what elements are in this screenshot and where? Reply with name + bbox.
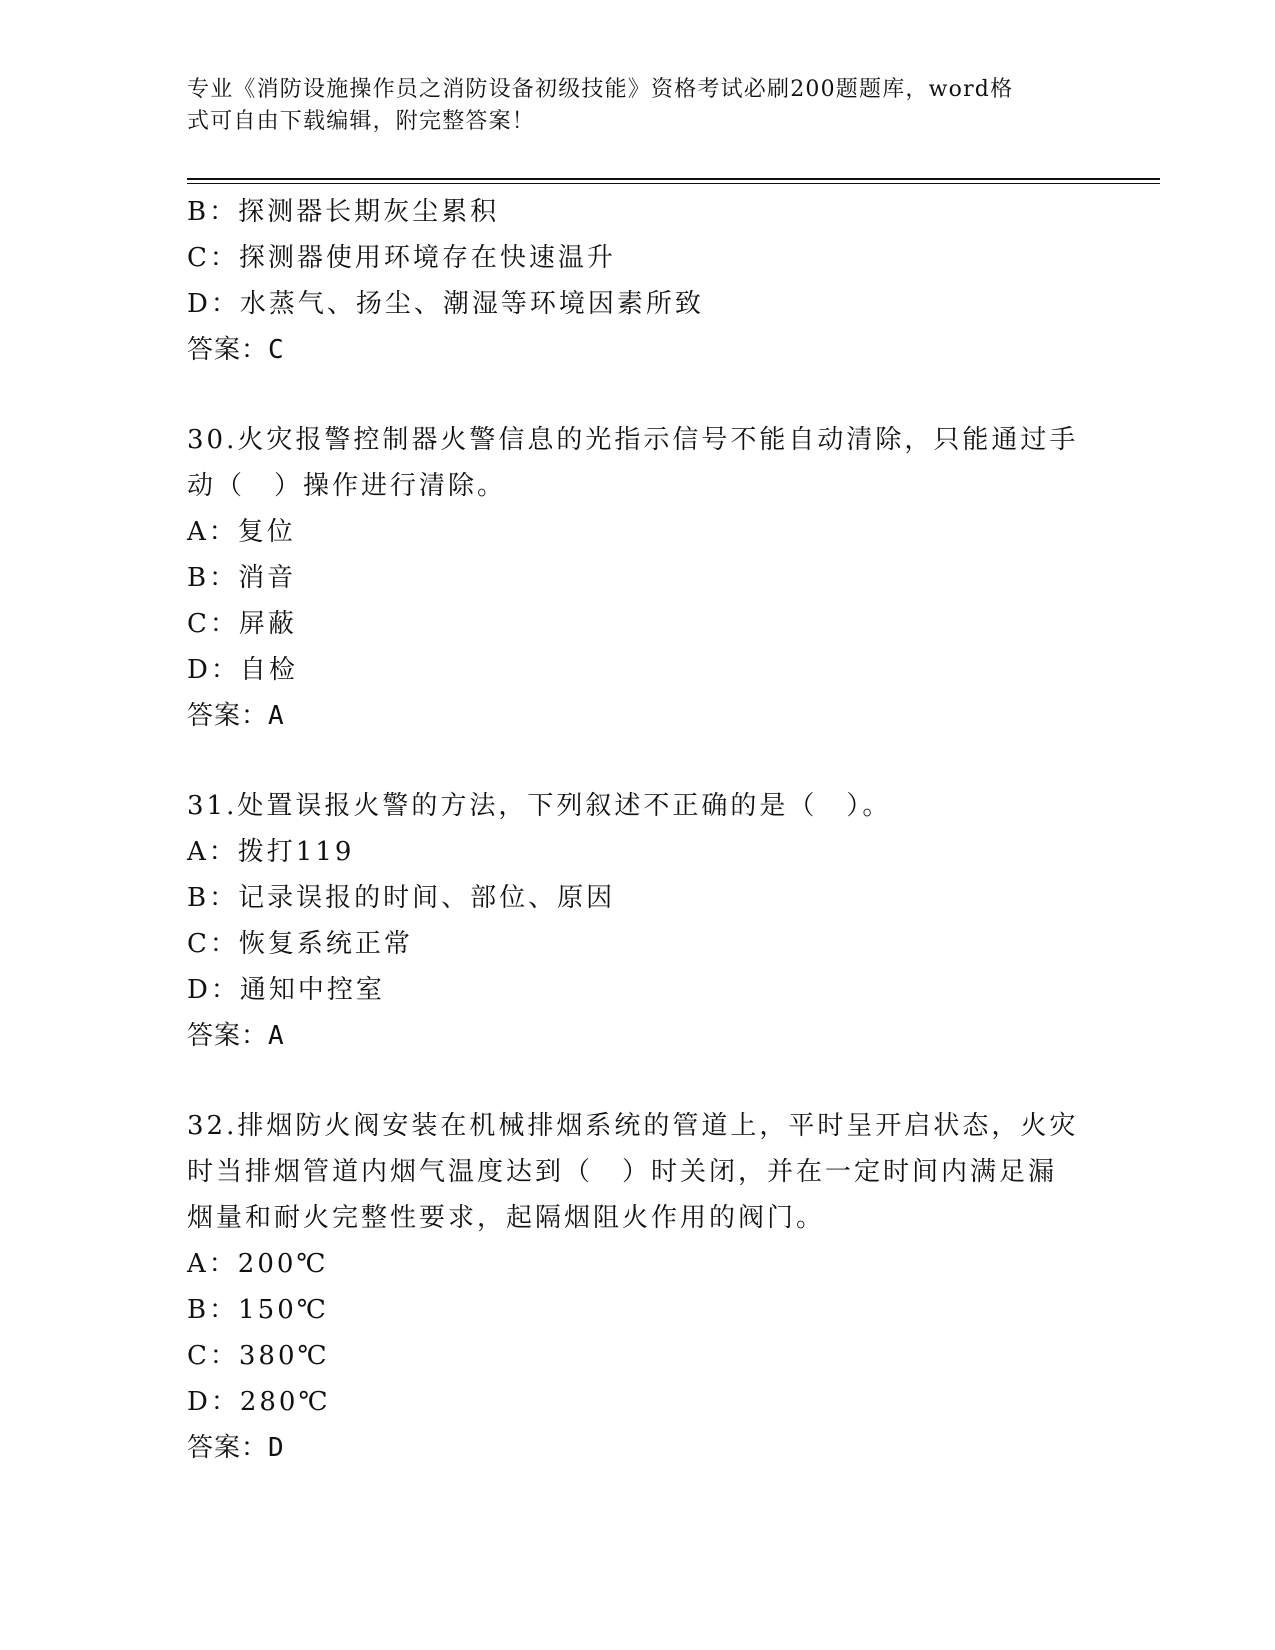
question-stem-line: 动（ ）操作进行清除。 xyxy=(187,471,507,501)
option-b: B：消音 xyxy=(187,563,297,593)
option-d: D：280℃ xyxy=(187,1387,331,1417)
answer-line xyxy=(187,693,1087,739)
answer-line xyxy=(187,1013,1087,1059)
document-header xyxy=(187,74,1087,138)
question-stem-line: 烟量和耐火完整性要求，起隔烟阻火作用的阀门。 xyxy=(187,1203,826,1233)
answer-line xyxy=(187,327,1087,373)
option-a: A：200℃ xyxy=(187,1249,329,1279)
option-c: C：恢复系统正常 xyxy=(187,929,413,959)
answer-label: 答案： xyxy=(187,335,269,365)
question-block-32 xyxy=(187,1103,1087,1471)
question-list xyxy=(187,189,1087,1515)
option-d: D：通知中控室 xyxy=(187,975,385,1005)
answer-line xyxy=(187,1425,1087,1471)
question-block-30 xyxy=(187,417,1087,739)
question-stem-line: 30.火灾报警控制器火警信息的光指示信号不能自动清除，只能通过手 xyxy=(187,425,1079,455)
question-stem-line: 31.处置误报火警的方法，下列叙述不正确的是（ ）。 xyxy=(187,791,892,821)
header-divider-thick xyxy=(187,178,1160,180)
answer-value: A xyxy=(268,701,285,731)
option-b: B：150℃ xyxy=(187,1295,329,1325)
option-d: D：自检 xyxy=(187,655,298,685)
option-c: C：探测器使用环境存在快速温升 xyxy=(187,243,616,273)
question-stem-line: 时当排烟管道内烟气温度达到（ ）时关闭，并在一定时间内满足漏 xyxy=(187,1157,1058,1187)
header-line-1: 专业《消防设施操作员之消防设备初级技能》资格考试必刷200题题库，word格 xyxy=(187,77,1014,102)
question-block-31 xyxy=(187,783,1087,1059)
answer-label: 答案： xyxy=(187,1433,269,1463)
answer-value: A xyxy=(268,1021,285,1051)
question-stem-line: 32.排烟防火阀安装在机械排烟系统的管道上，平时呈开启状态，火灾 xyxy=(187,1111,1079,1141)
option-c: C：屏蔽 xyxy=(187,609,297,639)
header-line-2: 式可自由下载编辑，附完整答案！ xyxy=(187,109,536,134)
option-d: D：水蒸气、扬尘、潮湿等环境因素所致 xyxy=(187,289,704,319)
question-block-prev xyxy=(187,189,1087,373)
option-c: C：380℃ xyxy=(187,1341,330,1371)
option-a: A：复位 xyxy=(187,517,296,547)
option-a: A：拨打119 xyxy=(187,837,355,867)
option-b: B：探测器长期灰尘累积 xyxy=(187,197,500,227)
answer-label: 答案： xyxy=(187,701,269,731)
answer-value: C xyxy=(268,335,285,365)
answer-value: D xyxy=(268,1433,285,1463)
header-divider-thin xyxy=(187,183,1160,184)
answer-label: 答案： xyxy=(187,1021,269,1051)
option-b: B：记录误报的时间、部位、原因 xyxy=(187,883,616,913)
